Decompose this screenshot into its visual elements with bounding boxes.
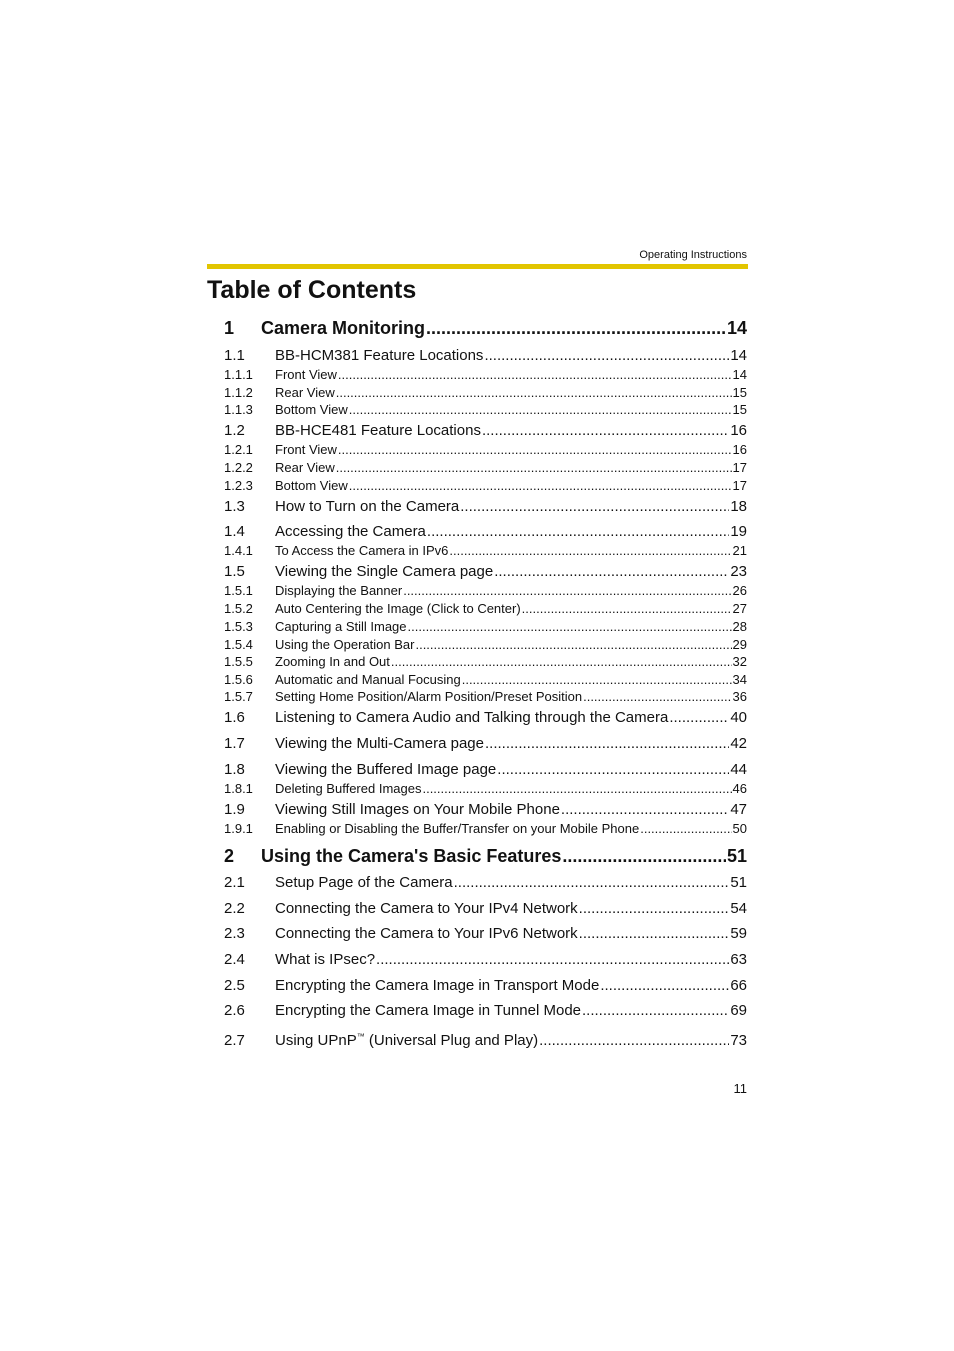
toc-page: 50: [732, 821, 747, 836]
leader-dots: [338, 442, 732, 457]
toc-number: 1.4: [224, 523, 245, 540]
leader-dots: [460, 498, 729, 515]
toc-label: Viewing Still Images on Your Mobile Phone: [275, 801, 560, 818]
toc-entry-1-4[interactable]: [224, 523, 747, 540]
toc-label: Enabling or Disabling the Buffer/Transfer on your Mobile Phone: [275, 821, 640, 836]
toc-label: Displaying the Banner: [275, 583, 403, 598]
toc-number: 1.8.1: [224, 781, 253, 796]
toc-label: Accessing the Camera: [275, 523, 426, 540]
toc-section-1[interactable]: [224, 318, 747, 339]
toc-page: 32: [732, 654, 747, 669]
toc-page: 46: [732, 781, 747, 796]
leader-dots: [484, 347, 729, 364]
toc-entry-2-5[interactable]: [224, 977, 747, 994]
toc-page: 36: [732, 689, 747, 704]
toc-entry-1-9[interactable]: [224, 801, 747, 818]
toc-number: 1.5.7: [224, 689, 253, 704]
toc-entry-2-6[interactable]: [224, 1002, 747, 1019]
toc-entry-2-4[interactable]: [224, 951, 747, 968]
leader-dots: [579, 900, 730, 917]
toc-entry-2-1[interactable]: [224, 874, 747, 891]
toc-label: Connecting the Camera to Your IPv4 Network: [275, 900, 578, 917]
trademark-symbol: ™: [356, 1032, 365, 1041]
toc-number: 1.4.1: [224, 543, 253, 558]
toc-entry-1-3[interactable]: [224, 498, 747, 515]
leader-dots: [349, 402, 732, 417]
toc-page: 26: [732, 583, 747, 598]
toc-page: 44: [730, 761, 747, 778]
toc-page: 73: [730, 1032, 747, 1049]
toc-label: Front View: [275, 442, 337, 457]
toc-page: 27: [732, 601, 747, 616]
toc-page: 18: [730, 498, 747, 515]
leader-dots: [449, 543, 731, 558]
toc-number: 1.9.1: [224, 821, 253, 836]
leader-dots: [522, 601, 732, 616]
toc-page: 15: [732, 385, 747, 400]
leader-dots: [415, 637, 731, 652]
toc-entry-1-2[interactable]: [224, 422, 747, 439]
toc-label: Setting Home Position/Alarm Position/Preset Position: [275, 689, 583, 704]
toc-number: 1.1.3: [224, 402, 253, 417]
toc-label: Using the Camera's Basic Features: [261, 846, 562, 866]
toc-label: Camera Monitoring: [261, 318, 426, 338]
toc-page: 34: [732, 672, 747, 687]
leader-dots: [408, 619, 732, 634]
toc-label: BB-HCE481 Feature Locations: [275, 422, 481, 439]
toc-label: Encrypting the Camera Image in Tunnel Mode: [275, 1002, 581, 1019]
toc-label: Automatic and Manual Focusing: [275, 672, 461, 687]
toc-entry-1-7[interactable]: [224, 735, 747, 752]
toc-entry-1-5-4[interactable]: [224, 637, 747, 652]
toc-label: Viewing the Buffered Image page: [275, 761, 497, 778]
toc-entry-1-1[interactable]: [224, 347, 747, 364]
leader-dots: [336, 460, 732, 475]
toc-label-part: (Universal Plug and Play): [364, 1032, 539, 1049]
toc-entry-1-8-1[interactable]: [224, 781, 747, 796]
leader-dots: [669, 709, 729, 726]
toc-entry-1-9-1[interactable]: [224, 821, 747, 836]
leader-dots: [462, 672, 732, 687]
toc-number: 2: [224, 846, 235, 866]
toc-number: 2.5: [224, 977, 245, 994]
toc-label: Viewing the Multi-Camera page: [275, 735, 484, 752]
toc-page: 15: [732, 402, 747, 417]
toc-label: Setup Page of the Camera: [275, 874, 453, 891]
toc-number: 1.2.1: [224, 442, 253, 457]
toc-number: 1.5.1: [224, 583, 253, 598]
toc-label: Rear View: [275, 460, 335, 475]
toc-page: 16: [730, 422, 747, 439]
toc-number: 2.3: [224, 925, 245, 942]
toc-page: 66: [730, 977, 747, 994]
toc-page: 23: [730, 563, 747, 580]
toc-label: What is IPsec?: [275, 951, 376, 968]
toc-entry-1-5-2[interactable]: [224, 601, 747, 616]
toc-entry-1-2-3[interactable]: [224, 478, 747, 493]
leader-dots: [426, 318, 726, 339]
toc-page: 51: [726, 846, 747, 866]
toc-page: 29: [732, 637, 747, 652]
leader-dots: [494, 563, 729, 580]
toc-entry-2-7[interactable]: [224, 1032, 747, 1049]
toc-number: 1: [224, 318, 235, 338]
toc-number: 1.5.5: [224, 654, 253, 669]
toc-label: Bottom View: [275, 478, 348, 493]
leader-dots: [336, 385, 732, 400]
toc-entry-1-5-5[interactable]: [224, 654, 747, 669]
leader-dots: [376, 951, 729, 968]
toc-page: 42: [730, 735, 747, 752]
toc-number: 1.2.2: [224, 460, 253, 475]
toc-entry-1-5[interactable]: [224, 563, 747, 580]
leader-dots: [562, 846, 726, 867]
toc-section-2[interactable]: [224, 846, 747, 867]
toc-number: 1.1.2: [224, 385, 253, 400]
toc-entry-1-2-1[interactable]: [224, 442, 747, 457]
toc-page: 17: [732, 460, 747, 475]
toc-number: 1.5.2: [224, 601, 253, 616]
toc-page: 14: [732, 367, 747, 382]
toc-entry-1-1-1[interactable]: [224, 367, 747, 382]
toc-label: Front View: [275, 367, 337, 382]
leader-dots: [427, 523, 729, 540]
toc-entry-1-1-3[interactable]: [224, 402, 747, 417]
toc-label: Rear View: [275, 385, 335, 400]
toc-number: 2.2: [224, 900, 245, 917]
leader-dots: [600, 977, 729, 994]
toc-page: 14: [730, 347, 747, 364]
toc-page: 59: [730, 925, 747, 942]
toc-number: 1.8: [224, 761, 245, 778]
toc-page: 63: [730, 951, 747, 968]
toc-number: 1.2.3: [224, 478, 253, 493]
toc-label: How to Turn on the Camera: [275, 498, 460, 515]
toc-number: 2.7: [224, 1032, 245, 1049]
toc-number: 1.3: [224, 498, 245, 515]
toc-page: 21: [732, 543, 747, 558]
leader-dots: [349, 478, 732, 493]
leader-dots: [579, 925, 730, 942]
toc-label: Bottom View: [275, 402, 348, 417]
toc-entry-1-2-2[interactable]: [224, 460, 747, 475]
toc-label: Encrypting the Camera Image in Transport Mode: [275, 977, 600, 994]
toc-number: 1.5: [224, 563, 245, 580]
toc-number: 1.5.3: [224, 619, 253, 634]
toc-label: Listening to Camera Audio and Talking through the Camera: [275, 709, 669, 726]
leader-dots: [338, 367, 732, 382]
toc-entry-2-3[interactable]: [224, 925, 747, 942]
toc-entry-1-5-6[interactable]: [224, 672, 747, 687]
toc-number: 1.5.4: [224, 637, 253, 652]
toc-number: 2.1: [224, 874, 245, 891]
page-number: 11: [733, 1081, 747, 1096]
toc-entry-2-2[interactable]: [224, 900, 747, 917]
toc-label: Connecting the Camera to Your IPv6 Network: [275, 925, 578, 942]
toc-page: 40: [730, 709, 747, 726]
toc-entry-1-1-2[interactable]: [224, 385, 747, 400]
leader-dots: [583, 689, 731, 704]
toc-number: 1.9: [224, 801, 245, 818]
toc-label: [275, 1032, 538, 1049]
toc-label: BB-HCM381 Feature Locations: [275, 347, 484, 364]
leader-dots: [403, 583, 731, 598]
toc-page: 47: [730, 801, 747, 818]
leader-dots: [497, 761, 729, 778]
toc-label: Capturing a Still Image: [275, 619, 407, 634]
toc-entry-1-5-7[interactable]: [224, 689, 747, 704]
toc-label-part: Using UPnP: [275, 1032, 357, 1049]
leader-dots: [582, 1002, 729, 1019]
toc-entry-1-8[interactable]: [224, 761, 747, 778]
toc-page: 54: [730, 900, 747, 917]
toc-label: To Access the Camera in IPv6: [275, 543, 449, 558]
toc-entry-1-6[interactable]: [224, 709, 747, 726]
leader-dots: [422, 781, 731, 796]
toc-page: 19: [730, 523, 747, 540]
toc-entry-1-4-1[interactable]: [224, 543, 747, 558]
toc-page: 28: [732, 619, 747, 634]
leader-dots: [454, 874, 730, 891]
toc-page: 16: [732, 442, 747, 457]
toc-label: Using the Operation Bar: [275, 637, 415, 652]
leader-dots: [482, 422, 729, 439]
leader-dots: [485, 735, 729, 752]
toc-number: 1.2: [224, 422, 245, 439]
toc-number: 2.6: [224, 1002, 245, 1019]
toc-entry-1-5-1[interactable]: [224, 583, 747, 598]
toc-label: Viewing the Single Camera page: [275, 563, 494, 580]
header-rule: [207, 264, 748, 269]
toc-page: 51: [730, 874, 747, 891]
toc-page: 69: [730, 1002, 747, 1019]
toc-entry-1-5-3[interactable]: [224, 619, 747, 634]
toc-number: 1.7: [224, 735, 245, 752]
leader-dots: [640, 821, 731, 836]
toc-number: 1.1.1: [224, 367, 253, 382]
toc-number: 1.5.6: [224, 672, 253, 687]
leader-dots: [539, 1032, 729, 1049]
toc-number: 2.4: [224, 951, 245, 968]
toc-page: 14: [726, 318, 747, 338]
toc-label: Zooming In and Out: [275, 654, 390, 669]
leader-dots: [561, 801, 729, 818]
toc-number: 1.6: [224, 709, 245, 726]
toc-page: 17: [732, 478, 747, 493]
leader-dots: [391, 654, 732, 669]
toc-label: Deleting Buffered Images: [275, 781, 422, 796]
toc-number: 1.1: [224, 347, 245, 364]
toc-label: Auto Centering the Image (Click to Center): [275, 601, 521, 616]
page-title: Table of Contents: [207, 276, 417, 304]
running-header: Operating Instructions: [639, 249, 747, 261]
